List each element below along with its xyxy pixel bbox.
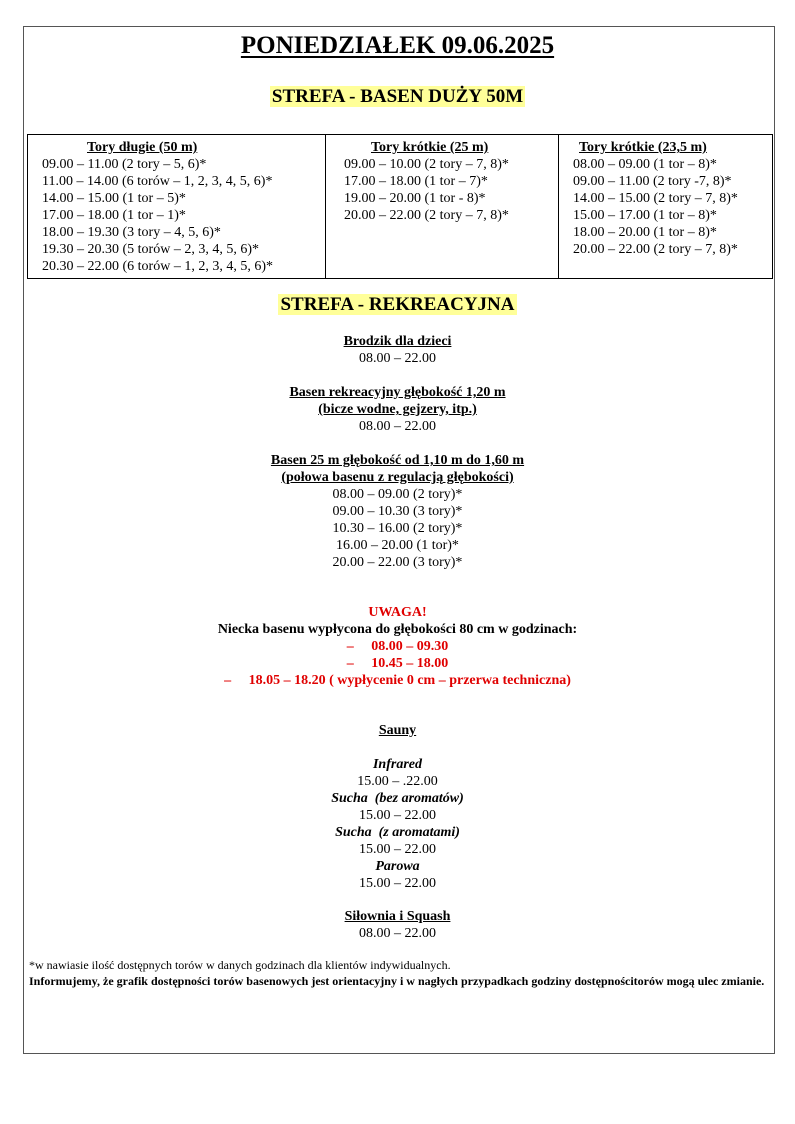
lane-row: 17.00 – 18.00 (1 tor – 1)* [42,208,186,223]
long-lanes-column [28,135,326,278]
footnote: *w nawiasie ilość dostępnych torów w danych godzinach dla klientów indywidualnych. [29,958,451,972]
lane-row: 20.00 – 22.00 (2 tory – 7, 8)* [344,208,509,223]
zone-recreation-heading: STREFA - REKREACYJNA [280,294,515,315]
lane-row: 09.00 – 10.00 (2 tory – 7, 8)* [344,157,509,172]
sauna-title: Sauny [378,723,417,738]
recreation-pool-hours: 08.00 – 22.00 [359,419,436,434]
lanes-table [27,134,773,279]
lane-row: 20.30 – 22.00 (6 torów – 1, 2, 3, 4, 5, 6)* [42,259,273,274]
sauna-hours: 15.00 – .22.00 [357,774,438,789]
warning-section [0,604,795,689]
gym-section [0,908,795,942]
warning-row: – 18.05 – 18.20 ( wypłycenie 0 cm – przerwa techniczna) [224,673,571,688]
sauna-name: Infrared [372,757,422,772]
short-lanes-235-column [559,135,772,278]
recreation-pool-title: Basen rekreacyjny głębokość 1,20 m [289,385,506,400]
brodzik-hours: 08.00 – 22.00 [359,351,436,366]
lane-row: 15.00 – 17.00 (1 tor – 8)* [573,208,717,223]
warning-row: – 10.45 – 18.00 [346,656,449,671]
lane-row: 17.00 – 18.00 (1 tor – 7)* [344,174,488,189]
sauna-hours: 15.00 – 22.00 [359,808,436,823]
lane-row: 09.00 – 11.00 (2 tory -7, 8)* [573,174,732,189]
sauna-name: Parowa [375,859,420,874]
brodzik-section [0,333,795,367]
lane-row: 11.00 – 14.00 (6 torów – 1, 2, 3, 4, 5, 6)* [42,174,273,189]
column-header: Tory długie (50 m) [87,140,198,155]
pool-25-title: Basen 25 m głębokość od 1,10 m do 1,60 m [270,453,525,468]
lane-row: 18.00 – 19.30 (3 tory – 4, 5, 6)* [42,225,221,240]
lane-row: 14.00 – 15.00 (2 tory – 7, 8)* [573,191,738,206]
sauna-hours: 15.00 – 22.00 [359,842,436,857]
lane-row: 09.00 – 11.00 (2 tory – 5, 6)* [42,157,207,172]
lane-row: 18.00 – 20.00 (1 tor – 8)* [573,225,717,240]
sauna-section [0,722,795,892]
pool-25-row: 16.00 – 20.00 (1 tor)* [336,538,459,553]
recreation-pool-section [0,384,795,435]
sauna-name: Sucha (bez aromatów) [331,791,464,806]
column-header: Tory krótkie (23,5 m) [579,140,707,155]
pool-25-row: 10.30 – 16.00 (2 tory)* [332,521,463,536]
pool-25-row: 20.00 – 22.00 (3 tory)* [332,555,463,570]
brodzik-title: Brodzik dla dzieci [343,334,452,349]
warning-text: Niecka basenu wypłycona do głębokości 80 cm w godzinach: [217,622,578,637]
pool-25-section [0,452,795,571]
sauna-hours: 15.00 – 22.00 [359,876,436,891]
long-lanes-list [28,156,325,275]
short-lanes-25-column [326,135,559,278]
lane-row: 14.00 – 15.00 (1 tor – 5)* [42,191,186,206]
recreation-pool-subtitle: (bicze wodne, gejzery, itp.) [318,402,477,417]
short-lanes-235-list [559,156,772,258]
lane-row: 08.00 – 09.00 (1 tor – 8)* [573,157,717,172]
pool-25-subtitle: (połowa basenu z regulacją głębokości) [281,470,514,485]
lane-row: 20.00 – 22.00 (2 tory – 7, 8)* [573,242,738,257]
gym-hours: 08.00 – 22.00 [359,926,436,941]
short-lanes-25-list [326,156,558,224]
warning-title: UWAGA! [368,605,427,620]
lane-row: 19.30 – 20.30 (5 torów – 2, 3, 4, 5, 6)* [42,242,259,257]
gym-title: Siłownia i Squash [344,909,451,924]
column-header: Tory krótkie (25 m) [371,140,489,155]
info-note: Informujemy, że grafik dostępności torów basenowych jest orientacyjny i w nagłych przypadkach godziny dostępnościtorów mogą ulec zmianie. [29,974,765,988]
lane-row: 19.00 – 20.00 (1 tor - 8)* [344,191,486,206]
pool-25-row: 08.00 – 09.00 (2 tory)* [332,487,463,502]
warning-row: – 08.00 – 09.30 [346,639,449,654]
page-title: PONIEDZIAŁEK 09.06.2025 [240,32,555,59]
notes [29,957,773,989]
zone-big-pool-heading: STREFA - BASEN DUŻY 50M [271,86,524,107]
pool-25-row: 09.00 – 10.30 (3 tory)* [332,504,463,519]
sauna-name: Sucha (z aromatami) [335,825,460,840]
